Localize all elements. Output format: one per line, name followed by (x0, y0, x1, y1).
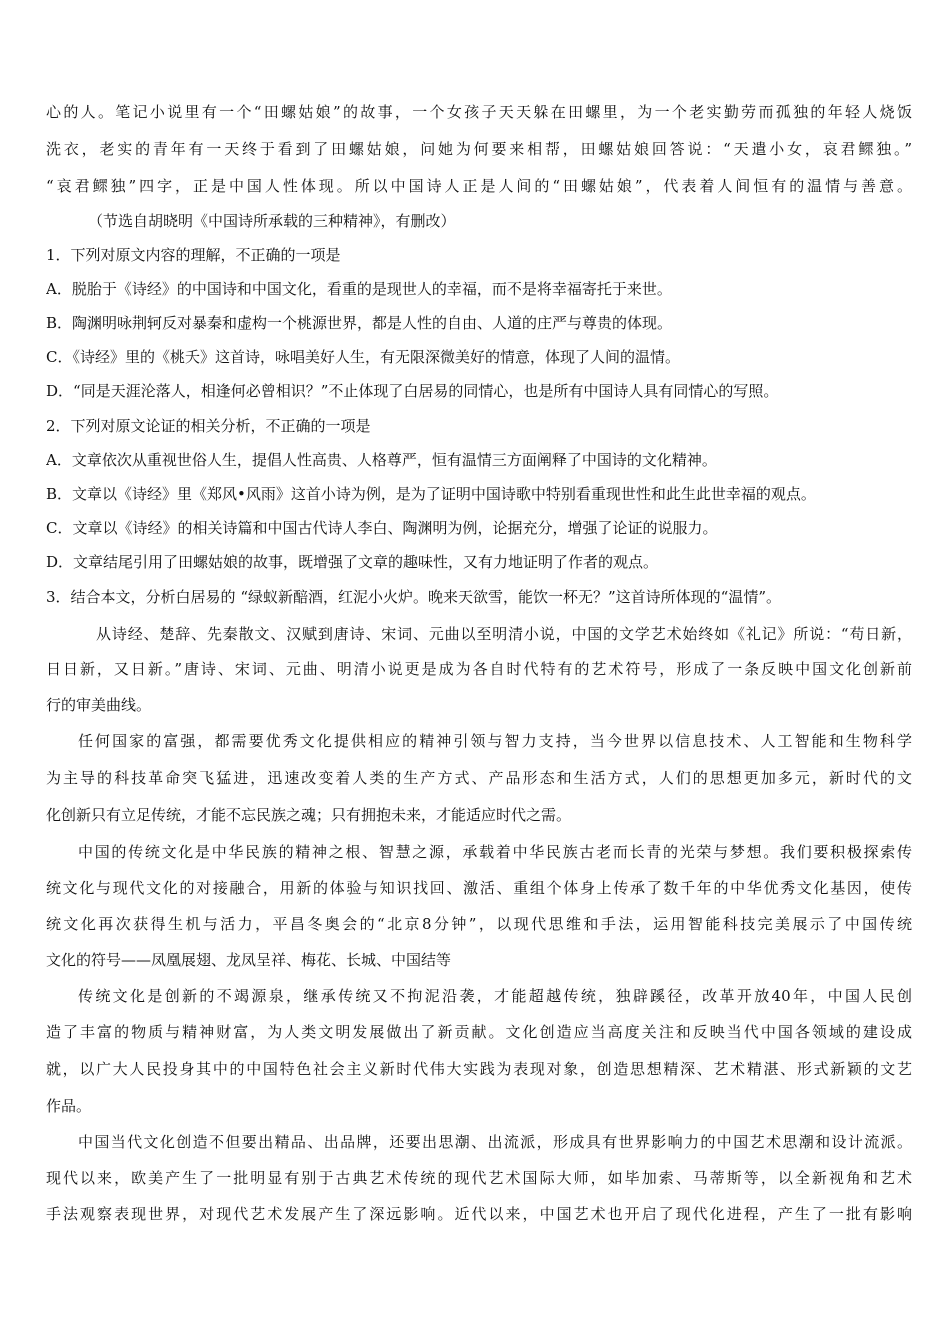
passage2-line: 日日新，又日新。”唐诗、宋词、元曲、明清小说更是成为各自时代特有的艺术符号，形成了一条反映中国文化创新前 (46, 660, 912, 678)
passage2-line: 文化的符号——凤凰展翅、龙凤呈祥、梅花、长城、中国结等 (46, 951, 452, 969)
passage2-line: 中国当代文化创造不但要出精品、出品牌，还要出思潮、出流派，形成具有世界影响力的中国艺术思潮和设计流派。 (78, 1133, 912, 1151)
question-2-option-d: D．文章结尾引用了田螺姑娘的故事，既增强了文章的趣味性，又有力地证明了作者的观点。 (46, 553, 659, 571)
passage2-line: 造了丰富的物质与精神财富，为人类文明发展做出了新贡献。文化创造应当高度关注和反映当代中国各领域的建设成 (46, 1023, 912, 1041)
question-1-option-a: A．脱胎于《诗经》的中国诗和中国文化，看重的是现世人的幸福，而不是将幸福寄托于来世。 (46, 280, 672, 298)
passage2-line: 现代以来，欧美产生了一批明显有别于古典艺术传统的现代艺术国际大师，如毕加索、马蒂斯等，以全新视角和艺术 (46, 1169, 912, 1187)
passage2-line: 手法观察表现世界，对现代艺术发展产生了深远影响。近代以来，中国艺术也开启了现代化进程，产生了一批有影响 (46, 1205, 912, 1223)
question-2-option-c: C．文章以《诗经》的相关诗篇和中国古代诗人李白、陶渊明为例，论据充分，增强了论证的说服力。 (46, 519, 718, 537)
question-2-option-a: A．文章依次从重视世俗人生，提倡人性高贵、人格尊严，恒有温情三方面阐释了中国诗的文化精神。 (46, 451, 717, 469)
passage2-line: 统文化与现代文化的对接融合，用新的体验与知识找回、激活、重组个体身上传承了数千年的中华优秀文化基因，使传 (46, 879, 912, 897)
question-1-option-c: C．《诗经》里的《桃夭》这首诗，咏唱美好人生，有无限深微美好的情意，体现了人间的温情。 (46, 348, 680, 366)
passage2-line: 作品。 (46, 1097, 92, 1115)
passage2-line: 中国的传统文化是中华民族的精神之根、智慧之源，承载着中华民族古老而长青的光荣与梦想。我们要积极探索传 (78, 843, 912, 861)
passage2-line: 为主导的科技革命突飞猛进，迅速改变着人类的生产方式、产品形态和生活方式，人们的思想更加多元，新时代的文 (46, 769, 912, 787)
passage2-line: 传统文化是创新的不竭源泉，继承传统又不拘泥沿袭，才能超越传统，独辟蹊径，改革开放40年，中国人民创 (78, 987, 912, 1005)
question-1-option-b: B．陶渊明咏荆轲反对暴秦和虚构一个桃源世界，都是人性的自由、人道的庄严与尊贵的体现。 (46, 314, 673, 332)
question-3-stem: 3．结合本文，分析白居易的 “绿蚁新醅酒，红泥小火炉。晚来天欲雪，能饮一杯无？”这首诗所体现的“温情”。 (46, 588, 781, 606)
passage1-line: 洗衣，老实的青年有一天终于看到了田螺姑娘，问她为何要来相帮，田螺姑娘回答说：“天遣小女，哀君鳏独。” (46, 140, 912, 158)
passage2-line: 行的审美曲线。 (46, 696, 152, 714)
passage2-line: 统文化再次获得生机与活力，平昌冬奥会的“北京8分钟”，以现代思维和手法，运用智能科技完美展示了中国传统 (46, 915, 912, 933)
passage1-line: “哀君鳏独”四字，正是中国人性体现。所以中国诗人正是人间的“田螺姑娘”，代表着人间恒有的温情与善意。 (46, 177, 912, 195)
passage2-line: 从诗经、楚辞、先秦散文、汉赋到唐诗、宋词、元曲以至明清小说，中国的文学艺术始终如《礼记》所说：“苟日新， (96, 625, 912, 643)
question-1-option-d: D．“同是天涯沦落人，相逢何必曾相识？”不止体现了白居易的同情心，也是所有中国诗人具有同情心的写照。 (46, 382, 779, 400)
passage1-line: 心的人。笔记小说里有一个“田螺姑娘”的故事，一个女孩子天天躲在田螺里，为一个老实勤劳而孤独的年轻人烧饭 (46, 103, 912, 121)
passage2-line: 化创新只有立足传统，才能不忘民族之魂；只有拥抱未来，才能适应时代之需。 (46, 806, 572, 824)
question-2-stem: 2．下列对原文论证的相关分析，不正确的一项是 (46, 417, 371, 435)
passage2-line: 就，以广大人民投身其中的中国特色社会主义新时代伟大实践为表现对象，创造思想精深、艺术精湛、形式新颖的文艺 (46, 1060, 912, 1078)
passage2-line: 任何国家的富强，都需要优秀文化提供相应的精神引领与智力支持，当今世界以信息技术、人工智能和生物科学 (78, 732, 912, 750)
source-citation: （节选自胡晓明《中国诗所承载的三种精神》，有删改） (88, 212, 456, 230)
question-2-option-b: B．文章以《诗经》里《郑风•风雨》这首小诗为例，是为了证明中国诗歌中特别看重现世性和此生此世幸福的观点。 (46, 485, 816, 503)
question-1-stem: 1．下列对原文内容的理解，不正确的一项是 (46, 246, 341, 264)
